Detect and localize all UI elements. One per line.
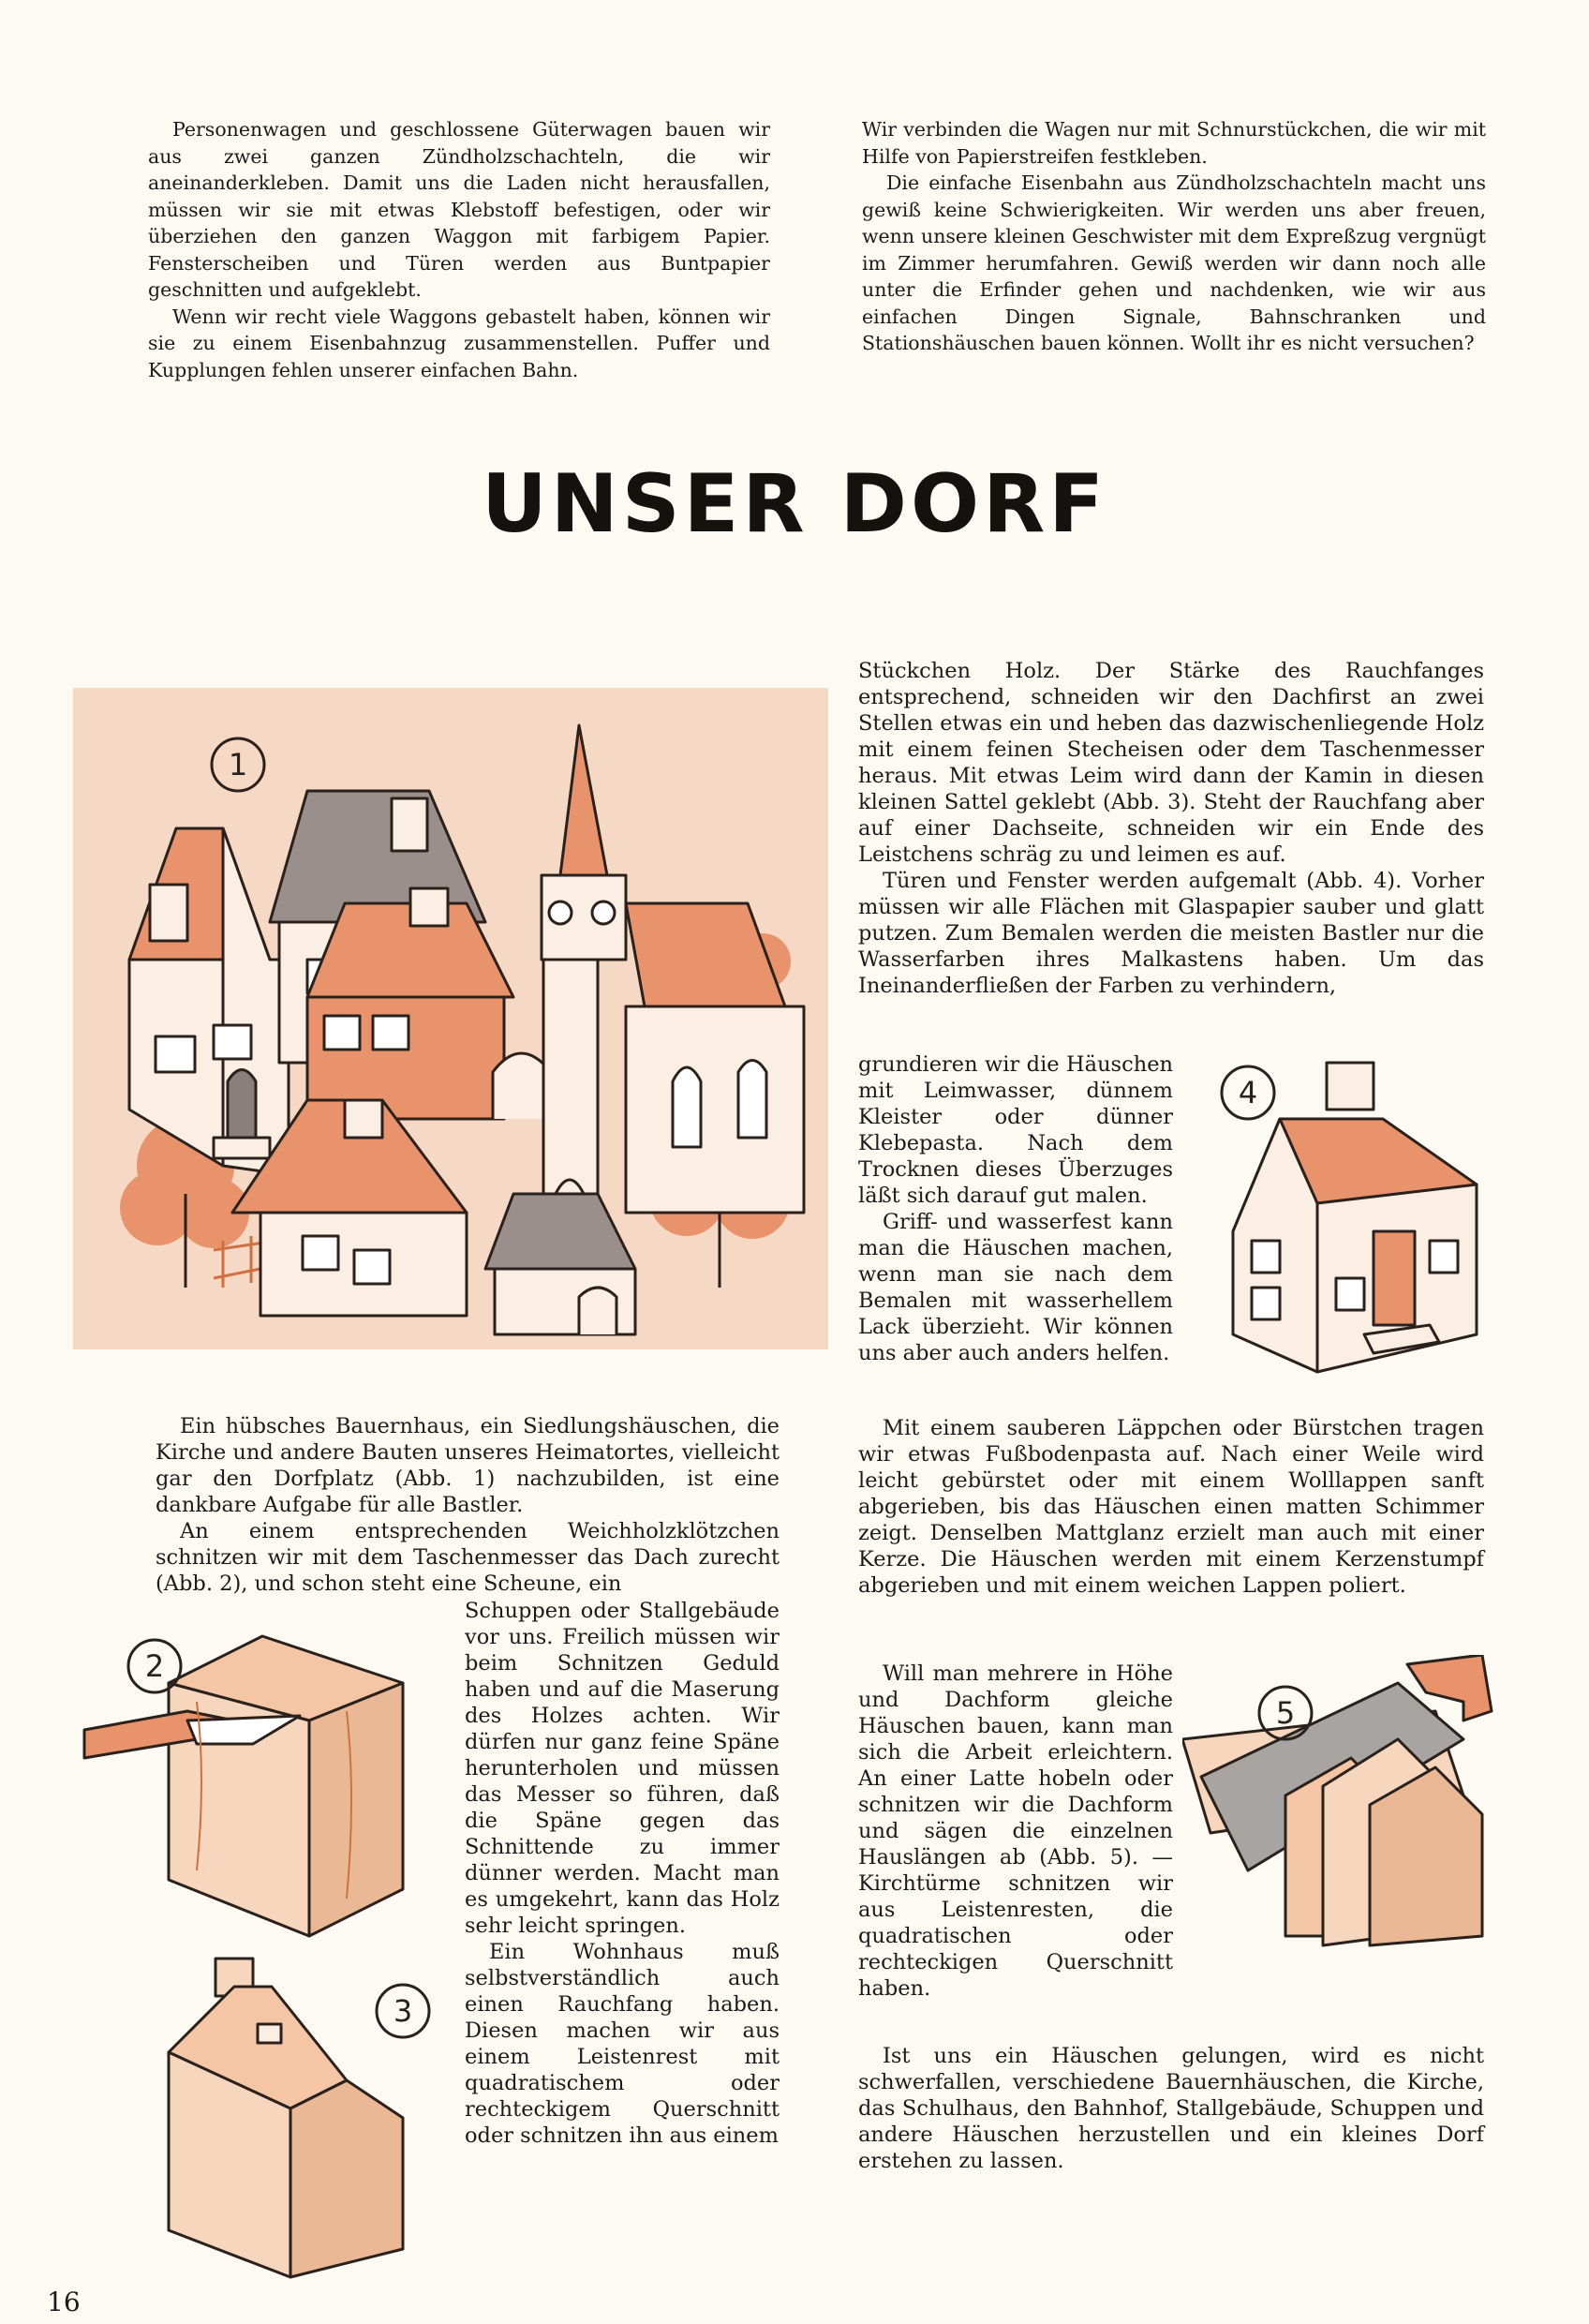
paragraph: Personenwagen und geschlossene Güterwagen bauen wir aus zwei ganzen Zündholzschachteln, die wir aneinanderkleben. Damit uns die Laden nicht herausfallen, müssen wir sie mit etwas Klebstoff befestigen, oder wir überziehen den ganzen Waggon mit farbigem Papier. Fensterscheiben und Türen werden aus Buntpapier geschnitten und aufgeklebt.: [148, 118, 770, 301]
figure-number: 4: [1238, 1075, 1258, 1110]
right-text-narrow-2: [858, 1661, 1173, 2002]
village-illustration: [73, 688, 828, 1349]
paragraph: Ist uns ein Häuschen gelungen, wird es nicht schwerfallen, verschiedene Bauernhäuschen, die Kirche, das Schulhaus, den Bahnhof, Stallgebäude, Schuppen und andere Häuschen herzustellen und ein kleines Dorf erstehen zu lassen.: [858, 2044, 1484, 2173]
paragraph: grundieren wir die Häuschen mit Leimwasser, dünnem Kleister oder dünner Klebepasta. Nach dem Trocknen dieses Überzuges läßt sich darauf gut malen.: [858, 1052, 1173, 1208]
paragraph: Stückchen Holz. Der Stärke des Rauchfanges entsprechend, schneiden wir den Dachfirst an zwei Stellen etwas ein und heben das dazwischenliegende Holz mit einem feinen Stecheisen oder dem Taschenmesser heraus. Mit etwas Leim wird dann der Kamin in diesen kleinen Sattel geklebt (Abb. 3). Steht der Rauchfang aber auf einer Dachseite, schneiden wir ein Ende des Leistchens schräg zu und leimen es auf.: [858, 659, 1484, 867]
top-left-column: [148, 116, 770, 383]
left-text-narrow: [465, 1598, 780, 2149]
figure-2-carving: [66, 1627, 440, 1945]
left-text-intro: [156, 1413, 780, 1597]
paragraph: Wenn wir recht viele Waggons gebastelt haben, können wir sie zu einem Eisenbahnzug zusammenstellen. Puffer und Kupplungen fehlen unserer einfachen Bahn.: [148, 305, 770, 381]
paragraph: Mit einem sauberen Läppchen oder Bürstchen tragen wir etwas Fußbodenpasta auf. Nach einer Weile wird leicht gebürstet oder mit einem Wolllappen sanft abgerieben, bis das Häuschen einen matten Schimmer zeigt. Denselben Mattglanz erzielt man auch mit einer Kerze. Die Häuschen werden mit einem Kerzenstumpf abgerieben und mit einem weichen Lappen poliert.: [858, 1416, 1484, 1598]
paragraph: Griff- und wasserfest kann man die Häuschen machen, wenn man sie nach dem Bemalen mit wasserhellem Lack überzieht. Wir können uns aber auch anders helfen.: [858, 1210, 1173, 1365]
top-right-column: [862, 116, 1486, 357]
paragraph: Die einfache Eisenbahn aus Zündholzschachteln macht uns gewiß keine Schwierigkeiten. Wir werden uns aber freuen, wenn unsere kleinen Geschwister mit dem Expreßzug vergnügt im Zimmer herumfahren. Gewiß werden wir dann noch alle unter die Erfinder gehen und nachdenken, wie wir aus einfachen Dingen Signale, Bahnschranken und Stationshäuschen bauen können. Wollt ihr es nicht versuchen?: [862, 171, 1486, 354]
figure-4-painted-house: [1205, 1053, 1486, 1391]
paragraph: Schuppen oder Stallgebäude vor uns. Freilich müssen wir beim Schnitzen Geduld haben und auf die Maserung des Holzes achten. Wir dürfen nur ganz feine Späne herunterholen und müssen das Messer so führen, daß die Späne gegen das Schnittende zu immer dünner werden. Macht man es umgekehrt, kann das Holz sehr leicht springen.: [465, 1599, 780, 1938]
page-number: 16: [47, 2287, 81, 2317]
figure-5-saw: [1182, 1655, 1495, 1955]
figure-number: 3: [393, 1993, 413, 2029]
right-text-middle: [858, 1415, 1484, 1599]
paragraph: Türen und Fenster werden aufgemalt (Abb. 4). Vorher müssen wir alle Flächen mit Glaspapier sauber und glatt putzen. Zum Bemalen werden die meisten Bastler nur die Wasserfarben ihres Malkastens haben. Um das Ineinanderfließen der Farben zu verhindern,: [858, 869, 1484, 998]
figure-number: 5: [1275, 1695, 1296, 1731]
right-text-narrow-1: [858, 1051, 1173, 1366]
paragraph: An einem entsprechenden Weichholzklötzchen schnitzen wir mit dem Taschenmesser das Dach zurecht (Abb. 2), und schon steht eine Scheune, ein: [156, 1519, 780, 1596]
right-text-bottom: [858, 2043, 1484, 2174]
figure-number: 2: [144, 1648, 165, 1684]
right-text-top: [858, 658, 1484, 999]
paragraph: Wir verbinden die Wagen nur mit Schnurstückchen, die wir mit Hilfe von Papierstreifen festkleben.: [862, 118, 1486, 168]
figure-number: 1: [228, 747, 248, 782]
paragraph: Ein Wohnhaus muß selbstverständlich auch einen Rauchfang haben. Diesen machen wir aus einem Leistenrest mit quadratischem oder rechteckigem Querschnitt oder schnitzen ihn aus einem: [465, 1940, 780, 2148]
paragraph: Will man mehrere in Höhe und Dachform gleiche Häuschen bauen, kann man sich die Arbeit erleichtern. An einer Latte hobeln oder schnitzen wir die Dachform und sägen die einzelnen Hauslängen ab (Abb. 5). — Kirchtürme schnitzen wir aus Leistenresten, die quadratischen oder rechteckigen Querschnitt haben.: [858, 1661, 1173, 2001]
page-title: UNSER DORF: [481, 457, 1108, 551]
paragraph: Ein hübsches Bauernhaus, ein Siedlungshäuschen, die Kirche und andere Bauten unseres Heimatortes, vielleicht gar den Dorfplatz (Abb. 1) nachzubilden, ist eine dankbare Aufgabe für alle Bastler.: [156, 1414, 780, 1517]
figure-3-chimney: [122, 1949, 459, 2287]
